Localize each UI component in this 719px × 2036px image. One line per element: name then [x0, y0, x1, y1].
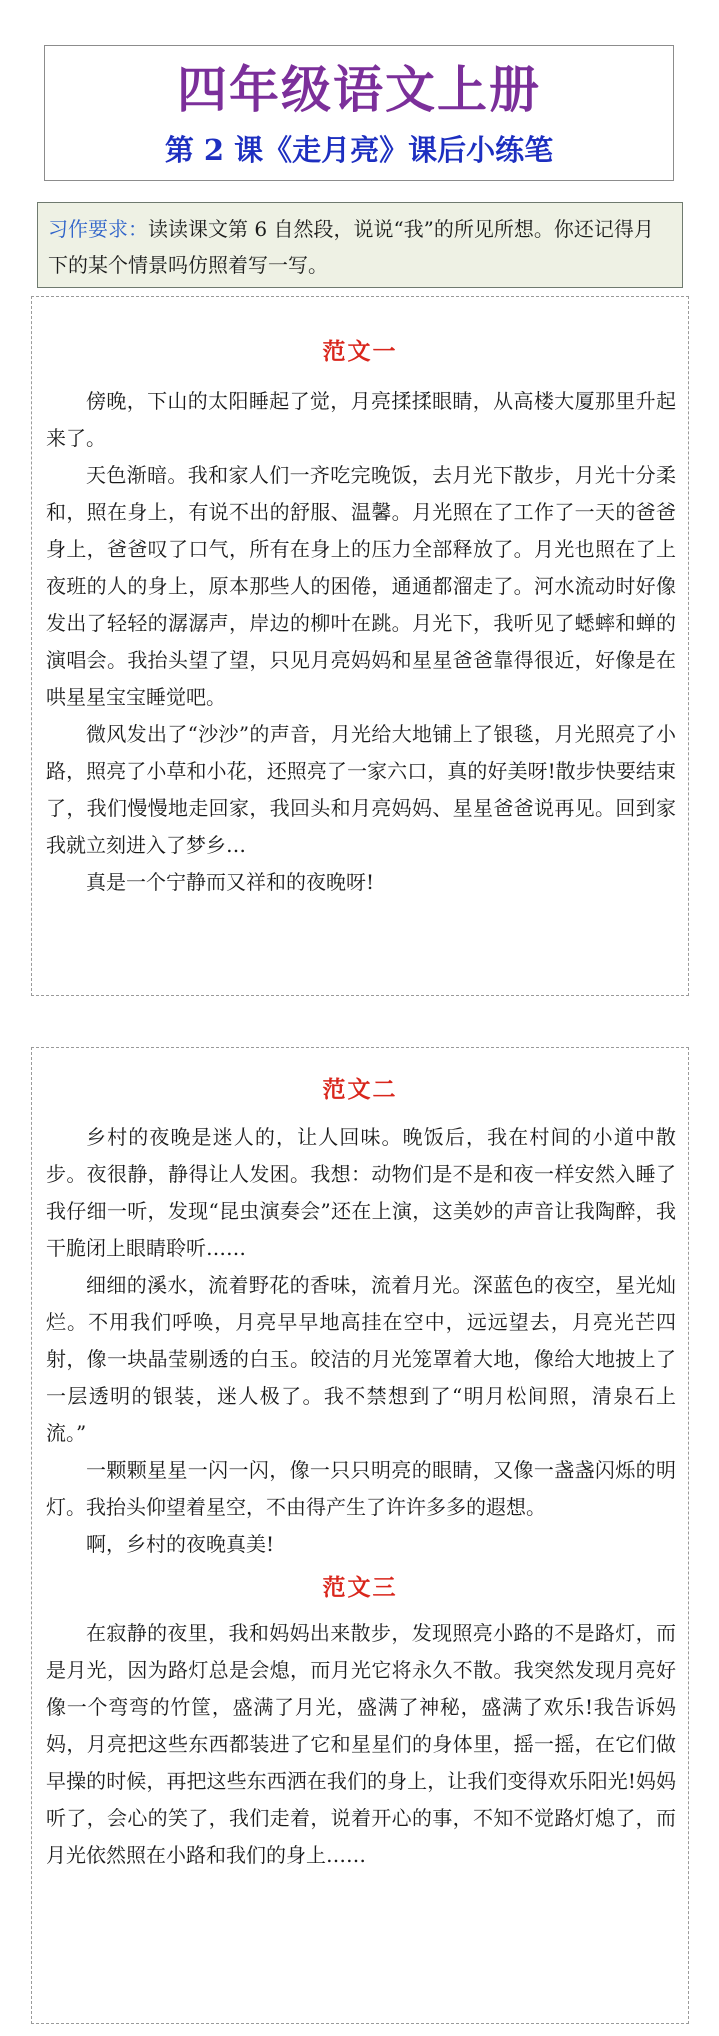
paragraph: 微风发出了“沙沙”的声音，月光给大地铺上了银毯，月光照亮了小路，照亮了小草和小花，还照亮了一家六口，真的好美呀!散步快要结束了，我们慢慢地走回家，我回头和月亮妈妈、星星爸爸说再见。回到家我就立刻进入了梦乡… [46, 722, 676, 857]
paragraph: 啊，乡村的夜晚真美! [86, 1532, 275, 1556]
sample-title-2: 范文二 [322, 1077, 398, 1103]
paragraph: 细细的溪水，流着野花的香味，流着月光。深蓝色的夜空，星光灿烂。不用我们呼唤，月亮早早地高挂在空中，远远望去，月亮光芒四射，像一块晶莹剔透的白玉。皎洁的月光笼罩着大地，像给大地披上了一层透明的银装，迷人极了。我不禁想到了“明月松间照，清泉石上流。” [46, 1273, 676, 1445]
writing-requirement-box [37, 202, 683, 288]
paragraph: 真是一个宁静而又祥和的夜晚呀! [86, 870, 375, 894]
title-box [44, 45, 674, 181]
paragraph: 一颗颗星星一闪一闪，像一只只明亮的眼睛，又像一盏盏闪烁的明灯。我抬头仰望着星空，不由得产生了许许多多的遐想。 [46, 1458, 676, 1519]
sample-title-3: 范文三 [322, 1575, 398, 1601]
sample-essay-section-1 [31, 296, 689, 996]
sample-title-1: 范文一 [322, 339, 398, 365]
page-title: 四年级语文上册 [177, 60, 541, 119]
sample-essay-section-2 [31, 1047, 689, 2024]
paragraph: 天色渐暗。我和家人们一齐吃完晚饭，去月光下散步，月光十分柔和，照在身上，有说不出的舒服、温馨。月光照在了工作了一天的爸爸身上，爸爸叹了口气，所有在身上的压力全部释放了。月光也照在了上夜班的人的身上，原本那些人的困倦，通通都溜走了。河水流动时好像发出了轻轻的潺潺声，岸边的柳叶在跳。月光下，我听见了蟋蟀和蝉的演唱会。我抬头望了望，只见月亮妈妈和星星爸爸靠得很近，好像是在哄星星宝宝睡觉吧。 [46, 463, 676, 709]
requirement-label: 习作要求： [48, 217, 148, 241]
paragraph: 傍晚，下山的太阳睡起了觉，月亮揉揉眼睛，从高楼大厦那里升起来了。 [46, 389, 676, 450]
paragraph: 乡村的夜晚是迷人的，让人回味。晚饭后，我在村间的小道中散步。夜很静，静得让人发困。我想：动物们是不是和夜一样安然入睡了我仔细一听，发现“昆虫演奏会”还在上演，这美妙的声音让我陶醉，我干脆闭上眼睛聆听…… [46, 1125, 676, 1260]
paragraph: 在寂静的夜里，我和妈妈出来散步，发现照亮小路的不是路灯，而是月光，因为路灯总是会熄，而月光它将永久不散。我突然发现月亮好像一个弯弯的竹筐，盛满了月光，盛满了神秘，盛满了欢乐!我告诉妈妈，月亮把这些东西都装进了它和星星们的身体里，摇一摇，在它们做早操的时候，再把这些东西洒在我们的身上，让我们变得欢乐阳光!妈妈听了，会心的笑了，我们走着，说着开心的事，不知不觉路灯熄了，而月光依然照在小路和我们的身上…… [46, 1621, 676, 1867]
page-subtitle: 第 2 课《走月亮》课后小练笔 [164, 133, 554, 167]
requirement-text: 读读课文第 6 自然段，说说“我”的所见所想。你还记得月下的某个情景吗仿照着写一写。 [48, 217, 654, 277]
